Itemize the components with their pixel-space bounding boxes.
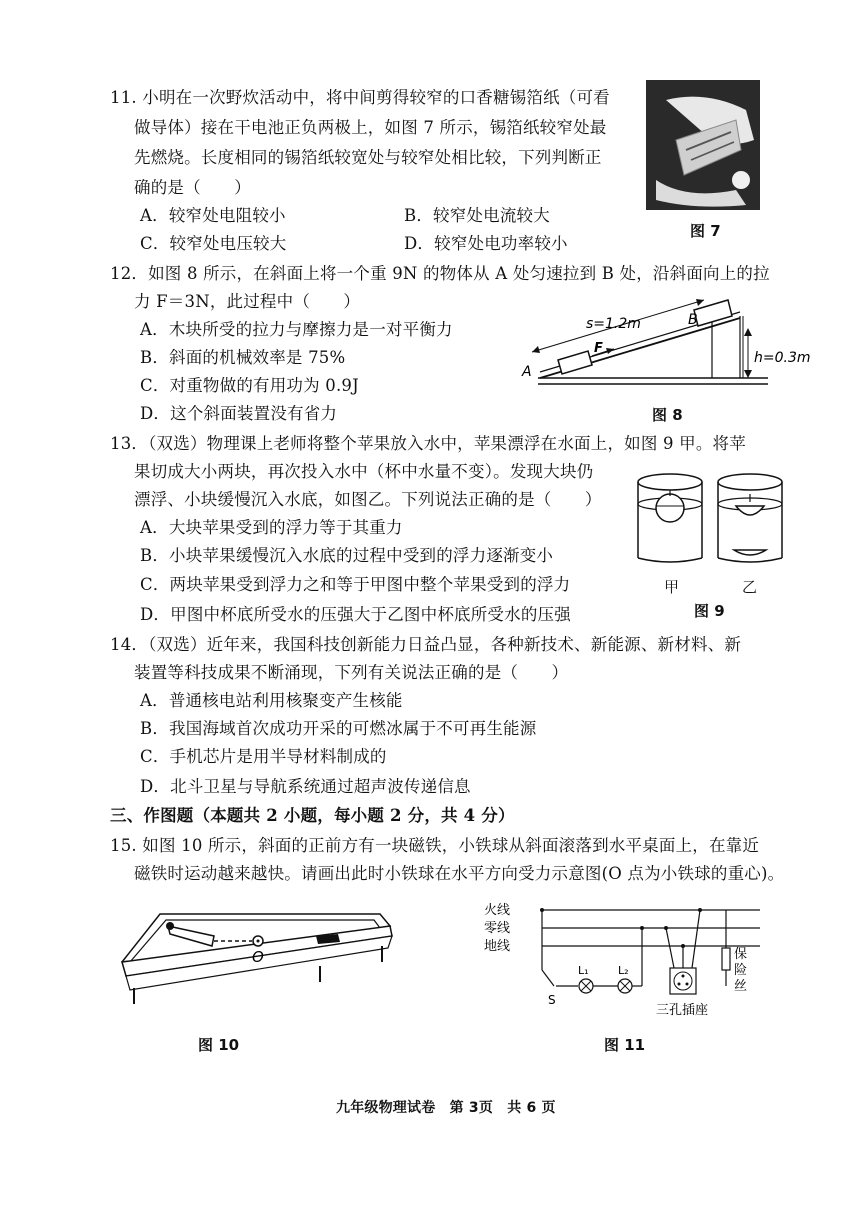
label-fuse-1: 保 <box>734 947 748 962</box>
label-fuse-3: 丝 <box>734 979 748 994</box>
figure-7-photo <box>646 80 760 210</box>
label-o: O <box>252 948 264 966</box>
q13-line2: 果切成大小两块，再次投入水中（杯中水量不变）。发现大块仍 <box>134 462 594 481</box>
label-switch-s: S <box>548 993 556 1007</box>
page-footer: 九年级物理试卷 第 3页 共 6 页 <box>336 1100 556 1116</box>
q13-line1: 13．（双选）物理课上老师将整个苹果放入水中，苹果漂浮在水面上，如图 9 甲。将苹 <box>110 434 746 453</box>
q11-option-b: B．较窄处电流较大 <box>404 206 550 225</box>
q13-line3: 漂浮、小块缓慢沉入水底，如图乙。下列说法正确的是（ ） <box>134 490 602 509</box>
figure-10-table <box>120 904 400 1014</box>
label-b: B <box>688 312 698 328</box>
figure-8-incline <box>518 280 811 400</box>
q11-line3: 先燃烧。长度相同的锡箔纸较宽处与较窄处相比较，下列判断正 <box>134 148 602 167</box>
label-socket: 三孔插座 <box>656 1003 709 1018</box>
q11-line2: 做导体）接在干电池正负两极上，如图 7 所示，锡箔纸较窄处最 <box>134 118 607 137</box>
figure-11-circuit <box>470 896 770 1026</box>
figure-10-caption: 图 10 <box>198 1036 240 1054</box>
q14-option-a: A．普通核电站利用核聚变产生核能 <box>140 691 403 710</box>
q13-option-a: A．大块苹果受到的浮力等于其重力 <box>140 518 403 537</box>
q14-line2: 装置等科技成果不断涌现，下列有关说法正确的是（ ） <box>134 663 569 682</box>
label-l2: L₂ <box>618 964 629 977</box>
q12-option-d: D．这个斜面装置没有省力 <box>140 404 338 423</box>
q13-option-d: D．甲图中杯底所受水的压强大于乙图中杯底所受水的压强 <box>140 605 571 624</box>
label-live-wire: 火线 <box>484 903 511 918</box>
q13-option-b: B．小块苹果缓慢沉入水底的过程中受到的浮力逐渐变小 <box>140 546 554 565</box>
fuse <box>722 948 730 970</box>
q15-line1: 15. 如图 10 所示，斜面的正前方有一块磁铁，小铁球从斜面滚落到水平桌面上，在靠近 <box>110 836 760 855</box>
figure-7-caption: 图 7 <box>690 222 721 240</box>
label-l1: L₁ <box>578 964 589 977</box>
q15-line2: 磁铁时运动越来越快。请画出此时小铁球在水平方向受力示意图(O 点为小铁球的重心)。 <box>134 864 785 883</box>
q13-option-c: C．两块苹果受到浮力之和等于甲图中整个苹果受到的浮力 <box>140 575 571 594</box>
label-f: F <box>594 341 603 356</box>
q12-option-b: B．斜面的机械效率是 75% <box>140 348 346 367</box>
q11-option-c: C．较窄处电压较大 <box>140 234 287 253</box>
beaker-jia <box>638 474 702 562</box>
q14-line1: 14．（双选）近年来，我国科技创新能力日益凸显，各种新技术、新能源、新材料、新 <box>110 635 742 654</box>
label-jia: 甲 <box>664 578 680 596</box>
q14-option-c: C．手机芯片是用半导材料制成的 <box>140 747 387 766</box>
q11-line1: 11. 小明在一次野炊活动中，将中间剪得较窄的口香糖锡箔纸（可看 <box>110 88 610 107</box>
section-3-title: 三、作图题（本题共 2 小题，每小题 2 分，共 4 分） <box>110 806 515 825</box>
label-yi: 乙 <box>742 578 758 596</box>
label-h: h=0.3m <box>754 350 811 366</box>
beaker-yi <box>718 474 782 562</box>
label-ground-wire: 地线 <box>484 939 511 954</box>
q12-option-a: A．木块所受的拉力与摩擦力是一对平衡力 <box>140 320 453 339</box>
figure-9-beakers <box>630 468 790 568</box>
figure-11-caption: 图 11 <box>604 1036 646 1054</box>
figure-8-caption: 图 8 <box>652 406 683 424</box>
q12-line2: 力 F＝3N，此过程中（ ） <box>134 292 361 311</box>
q12-line1: 12．如图 8 所示，在斜面上将一个重 9N 的物体从 A 处匀速拉到 B 处，沿斜面向上的拉 <box>110 264 770 283</box>
label-neutral-wire: 零线 <box>484 921 511 936</box>
q11-line4: 确的是（ ） <box>134 178 251 197</box>
q14-option-d: D．北斗卫星与导航系统通过超声波传递信息 <box>140 777 471 796</box>
q11-option-d: D．较窄处电功率较小 <box>404 234 568 253</box>
label-fuse-2: 险 <box>734 963 748 978</box>
q12-option-c: C．对重物做的有用功为 0.9J <box>140 376 359 395</box>
figure-9-caption: 图 9 <box>694 602 725 620</box>
q11-option-a: A．较窄处电阻较小 <box>140 206 286 225</box>
label-a: A <box>522 364 532 380</box>
q14-option-b: B．我国海域首次成功开采的可燃冰属于不可再生能源 <box>140 719 537 738</box>
label-s: s=1.2m <box>586 316 641 332</box>
